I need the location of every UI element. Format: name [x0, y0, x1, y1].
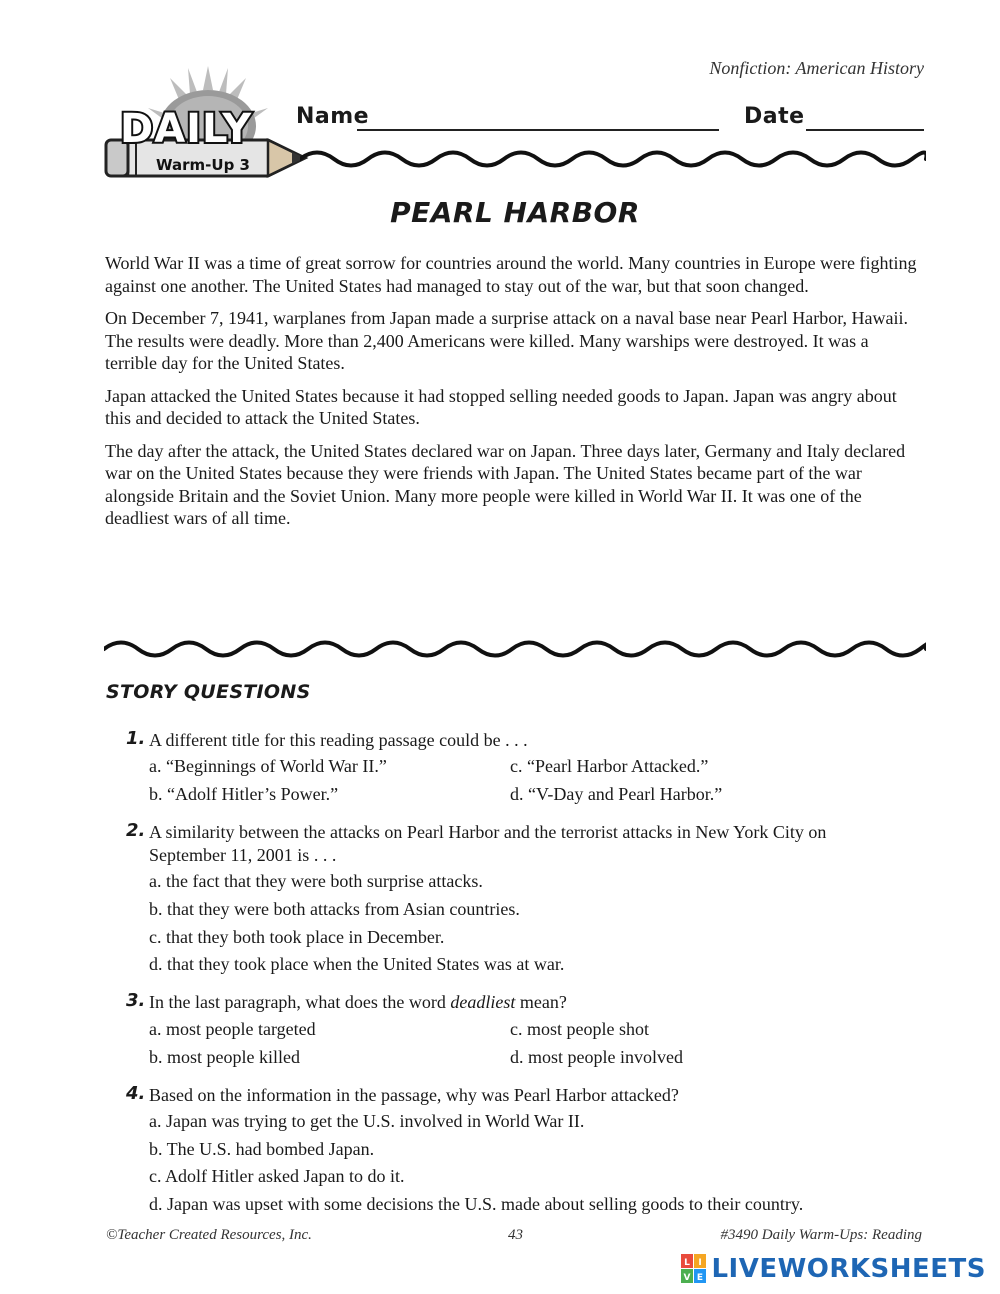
page-title: PEARL HARBOR	[390, 196, 640, 229]
question-text: September 11, 2001 is . . .	[149, 845, 337, 865]
answer-option[interactable]: b. that they were both attacks from Asian countries.	[149, 899, 520, 919]
liveworksheets-watermark[interactable]	[681, 1252, 986, 1286]
answer-option[interactable]: d. most people involved	[510, 1047, 683, 1067]
question-text: A different title for this reading passage could be . . .	[149, 730, 528, 750]
logo-word: DAILY	[120, 106, 253, 152]
answer-option[interactable]: a. “Beginnings of World War II.”	[149, 756, 387, 776]
subject-label: Nonfiction: American History	[709, 58, 924, 78]
date-line	[806, 129, 924, 131]
answer-option[interactable]: c. most people shot	[510, 1019, 649, 1039]
answer-option[interactable]: b. The U.S. had bombed Japan.	[149, 1139, 375, 1159]
name-line	[357, 129, 719, 131]
answer-option[interactable]: c. Adolf Hitler asked Japan to do it.	[149, 1166, 405, 1186]
answer-option[interactable]: c. “Pearl Harbor Attacked.”	[510, 756, 709, 776]
question-number: 3.	[126, 990, 146, 1011]
story-questions-title: STORY QUESTIONS	[106, 681, 311, 703]
svg-text:I: I	[698, 1258, 703, 1268]
daily-warmup-logo	[100, 56, 315, 191]
answer-option[interactable]: d. “V-Day and Pearl Harbor.”	[510, 784, 723, 804]
middle-wavy-divider	[104, 636, 926, 662]
question-number: 4.	[126, 1083, 146, 1104]
liveworksheets-text: LIVEWORKSHEETS	[711, 1254, 986, 1284]
answer-option[interactable]: d. Japan was upset with some decisions the U.S. made about selling goods to their country.	[149, 1194, 804, 1214]
footer-book-title: #3490 Daily Warm-Ups: Reading	[720, 1227, 922, 1243]
passage-paragraph: On December 7, 1941, warplanes from Japan made a surprise attack on a naval base near Pearl Harbor, Hawaii. The results were deadly. More than 2,400 Americans were killed. Many warships were destroyed. It was a terrible day for the United States.	[105, 308, 908, 373]
question-number: 1.	[126, 728, 146, 749]
question-number: 2.	[126, 820, 146, 841]
top-wavy-divider	[300, 146, 926, 172]
footer-copyright: ©Teacher Created Resources, Inc.	[106, 1227, 312, 1243]
question-text-part: In the last paragraph, what does the word	[149, 992, 451, 1012]
svg-text:E: E	[697, 1273, 704, 1283]
svg-text:V: V	[683, 1273, 691, 1283]
answer-option[interactable]: d. that they took place when the United States was at war.	[149, 954, 565, 974]
answer-option[interactable]: a. Japan was trying to get the U.S. involved in World War II.	[149, 1111, 585, 1131]
question-keyword: deadliest	[450, 992, 516, 1012]
answer-option[interactable]: c. that they both took place in December.	[149, 927, 445, 947]
question-text: A similarity between the attacks on Pearl Harbor and the terrorist attacks in New York City on	[149, 822, 827, 842]
liveworksheets-logo-icon	[681, 1254, 707, 1284]
question-text	[149, 991, 567, 1013]
passage-paragraph: Japan attacked the United States because it had stopped selling needed goods to Japan. Japan was angry about this and decided to attack the United States.	[105, 385, 897, 428]
date-label: Date	[744, 104, 805, 129]
answer-option[interactable]: b. “Adolf Hitler’s Power.”	[149, 784, 339, 804]
answer-option[interactable]: a. the fact that they were both surprise attacks.	[149, 871, 483, 891]
svg-text:L: L	[684, 1258, 691, 1268]
question-text: Based on the information in the passage, why was Pearl Harbor attacked?	[149, 1085, 679, 1105]
reading-passage	[105, 252, 925, 540]
footer-page-number: 43	[508, 1227, 523, 1243]
answer-option[interactable]: b. most people killed	[149, 1047, 300, 1067]
answer-option[interactable]: a. most people targeted	[149, 1019, 316, 1039]
name-label: Name	[296, 104, 370, 129]
passage-paragraph: The day after the attack, the United States declared war on Japan. Three days later, Germany and Italy declared war on the United States because they were friends with Japan. The United States became part of the war alongside Britain and the Soviet Union. Many more people were killed in World War II. It was one of the deadliest wars of all time.	[105, 440, 906, 528]
logo-sub: Warm-Up 3	[156, 156, 250, 174]
passage-paragraph: World War II was a time of great sorrow for countries around the world. Many countries in Europe were fighting against one another. The United States had managed to stay out of the war, but that soon changed.	[105, 253, 917, 296]
question-text-part: mean?	[515, 992, 567, 1012]
